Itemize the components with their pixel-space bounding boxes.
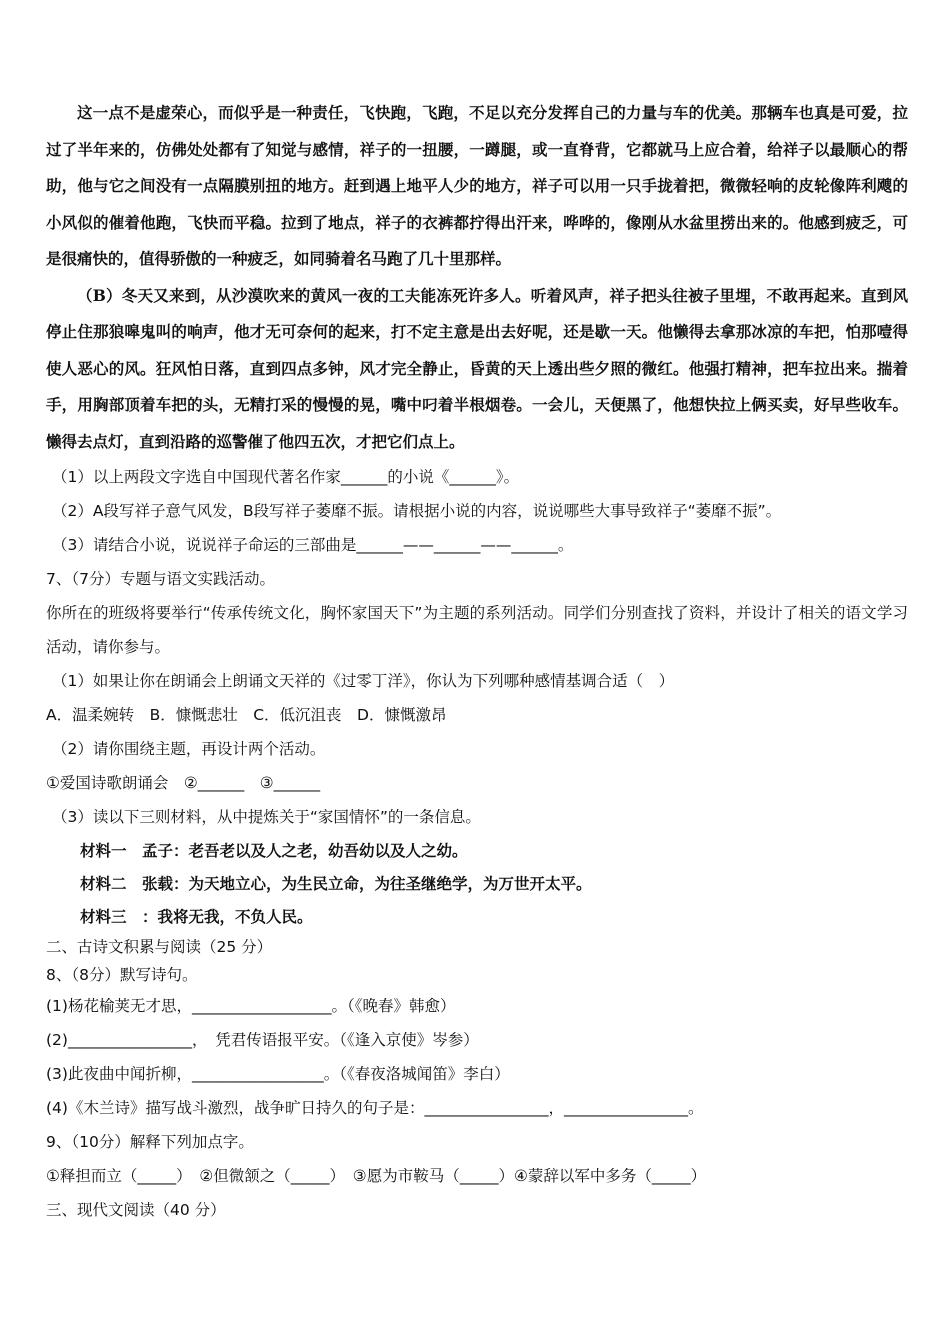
q7-intro: 你所在的班级将要举行“传承传统文化，胸怀家国天下”为主题的系列活动。同学们分别查找了资料，并设计了相关的语文学习活动，请你参与。 [46, 604, 908, 656]
q7-activities: ①爱国诗歌朗诵会 ②______ ③______ [46, 774, 321, 792]
q7-material-3: 材料三 ：我将无我，不负人民。 [80, 907, 313, 926]
passage-paragraph-a: 这一点不是虚荣心，而似乎是一种责任，飞快跑，飞跑，不足以充分发挥自己的力量与车的优美。那辆车也真是可爱，拉过了半年来的，仿佛处处都有了知觉与感情，祥子的一扭腰，一蹲腿，或一直脊背，它都就马上应合着，给祥子以最顺心的帮助，他与它之间没有一点隔膜别扭的地方。赶到遇上地平人少的地方，祥子可以用一只手拢着把，微微轻响的皮轮像阵利飕的小风似的催着他跑，飞快而平稳。拉到了地点，祥子的衣裤都拧得出汗来，哗哗的，像刚从水盆里捞出来的。他感到疲乏，可是很痛快的，值得骄傲的一种疲乏，如同骑着名马跑了几十里那样。 [46, 103, 908, 268]
q9-title: 9、（10分）解释下列加点字。 [46, 1133, 254, 1151]
q7-options: A．温柔婉转 B．慷慨悲壮 C．低沉沮丧 D．慷慨激昂 [46, 706, 447, 724]
q7-sub1: （1）如果让你在朗诵会上朗诵文天祥的《过零丁洋》，你认为下列哪种感情基调合适（ ） [52, 672, 675, 690]
section-3-title: 三、现代文阅读（40 分） [46, 1201, 226, 1219]
passage-paragraph-b: （B）冬天又来到，从沙漠吹来的黄风一夜的工夫能冻死许多人。听着风声，祥子把头往被子里埋，不敢再起来。直到风停止住那狼嗥鬼叫的响声，他才无可奈何的起来，打不定主意是出去好呢，还是歇一天。他懒得去拿那冰凉的车把，怕那噎得使人恶心的风。狂风怕日落，直到四点多钟，风才完全静止，昏黄的天上透出些夕照的微红。他强打精神，把车拉出来。揣着手，用胸部顶着车把的头，无精打采的慢慢的晃，嘴中叼着半根烟卷。一会儿，天便黑了，他想快拉上俩买卖，好早些收车。懒得去点灯，直到沿路的巡警催了他四五次，才把它们点上。 [46, 285, 908, 451]
q8-line-3: (3)此夜曲中闻折柳，_________________。（《春夜洛城闻笛》李白） [46, 1065, 510, 1083]
q7-sub3: （3）读以下三则材料，从中提炼关于“家国情怀”的一条信息。 [52, 808, 481, 826]
q8-line-4: (4)《木兰诗》描写战斗激烈，战争旷日持久的句子是：________________，________________。 [46, 1099, 704, 1117]
q8-line-2: (2)________________， 凭君传语报平安。（《逢入京使》岑参） [46, 1031, 479, 1049]
q6-sub2: （2）A段写祥子意气风发，B段写祥子萎靡不振。请根据小说的内容，说说哪些大事导致祥子“萎靡不振”。 [52, 502, 782, 520]
q7-sub2: （2）请你围绕主题，再设计两个活动。 [52, 740, 326, 758]
section-2-title: 二、古诗文积累与阅读（25 分） [46, 938, 273, 956]
q7-material-1: 材料一 孟子：老吾老以及人之老，幼吾幼以及人之幼。 [80, 841, 468, 860]
q8-title: 8、（8分）默写诗句。 [46, 966, 198, 984]
q8-line-1: (1)杨花榆荚无才思，__________________。（《晚春》韩愈） [46, 997, 456, 1015]
q9-items: ①释担而立（_____） ②但微颔之（_____） ③愿为市鞍马（_____）④蒙辞以军中多务（_____） [46, 1167, 707, 1185]
q6-sub3: （3）请结合小说，说说祥子命运的三部曲是______——______——______。 [52, 536, 574, 554]
q7-title: 7、（7分）专题与语文实践活动。 [46, 570, 275, 588]
q7-material-2: 材料二 张载：为天地立心，为生民立命，为往圣继绝学，为万世开太平。 [80, 874, 592, 893]
q6-sub1: （1）以上两段文字选自中国现代著名作家______的小说《______》。 [52, 468, 520, 486]
document-page [46, 95, 908, 1227]
